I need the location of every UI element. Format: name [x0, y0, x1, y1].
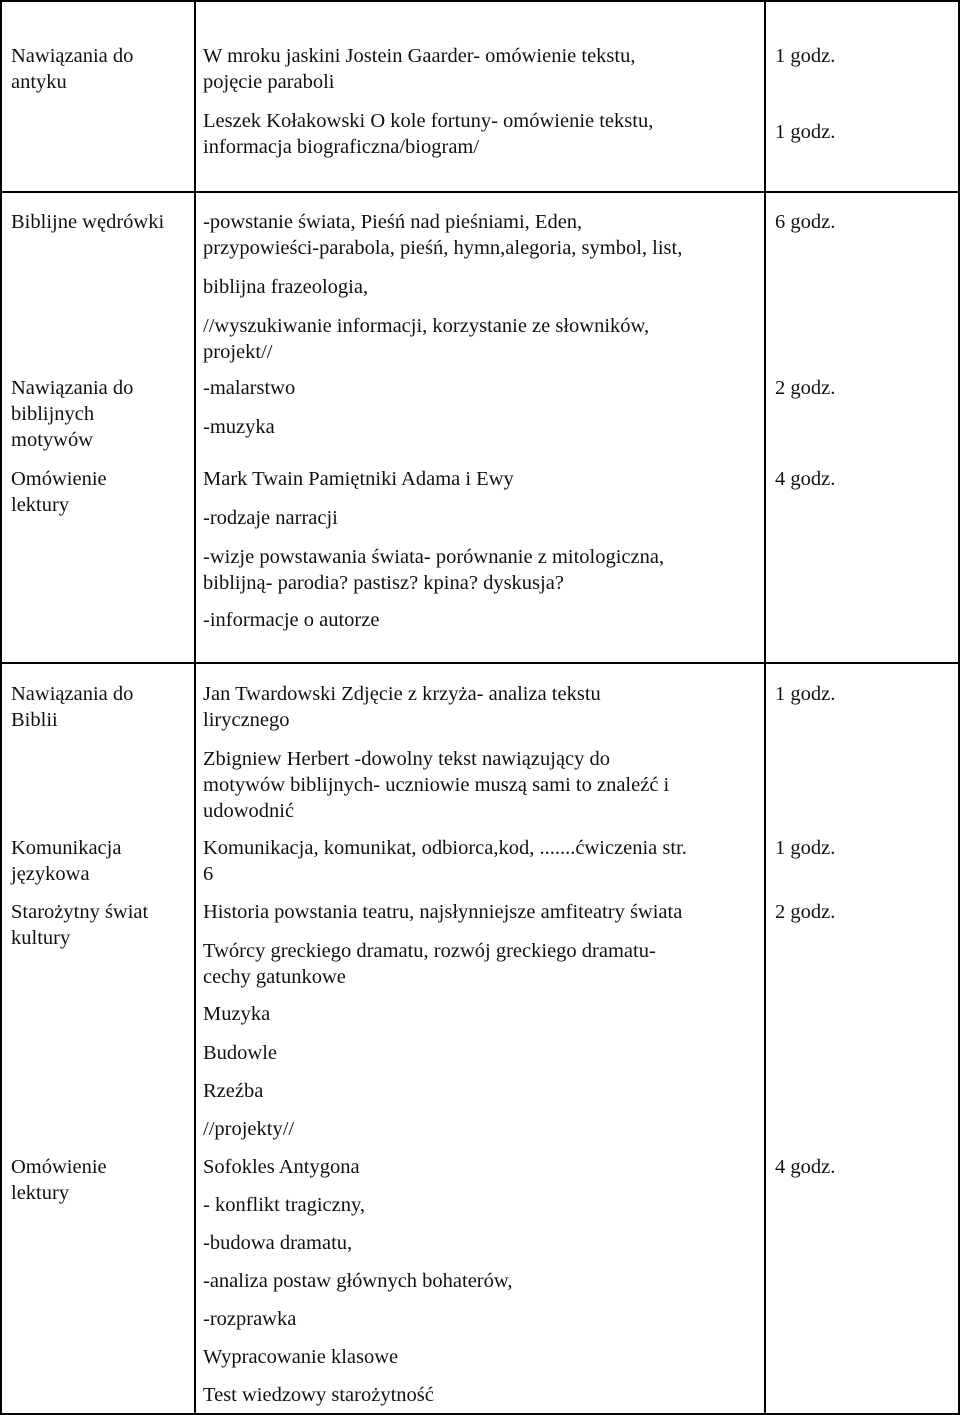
content-text: lirycznego: [203, 709, 290, 731]
content-text: udowodnić: [203, 800, 295, 822]
content-text: cechy gatunkowe: [203, 966, 346, 988]
content-text: Zbigniew Herbert -dowolny tekst nawiązujący do: [203, 748, 611, 770]
content-text: biblijną- parodia? pastisz? kpina? dyskusja?: [203, 572, 564, 594]
content-text: -muzyka: [203, 416, 275, 438]
hours-text: 2 godz.: [775, 377, 836, 399]
content-text: -rozprawka: [203, 1308, 297, 1330]
content-text: //wyszukiwanie informacji, korzystanie ze słowników,: [203, 315, 650, 337]
content-text: //projekty//: [203, 1118, 295, 1140]
topic-text: motywów: [11, 429, 93, 451]
hours-text: 6 godz.: [775, 211, 836, 233]
content-text: Mark Twain Pamiętniki Adama i Ewy: [203, 468, 514, 490]
content-text: pojęcie paraboli: [203, 71, 335, 93]
content-text: Budowle: [203, 1042, 278, 1064]
content-text: Sofokles Antygona: [203, 1156, 360, 1178]
content-text: przypowieści-parabola, pieśń, hymn,alegoria, symbol, list,: [203, 237, 683, 259]
topic-text: lektury: [11, 494, 70, 516]
topic-text: Biblii: [11, 709, 58, 731]
topic-text: Starożytny świat: [11, 901, 149, 923]
content-text: Jan Twardowski Zdjęcie z krzyża- analiza tekstu: [203, 683, 601, 705]
hours-text: 1 godz.: [775, 121, 836, 143]
content-text: -powstanie świata, Pieśń nad pieśniami, Eden,: [203, 211, 583, 233]
hours-text: 4 godz.: [775, 1156, 836, 1178]
topic-text: Biblijne wędrówki: [11, 211, 165, 233]
topic-text: Nawiązania do: [11, 683, 134, 705]
hours-text: 4 godz.: [775, 468, 836, 490]
content-text: Komunikacja, komunikat, odbiorca,kod, .......ćwiczenia str.: [203, 837, 687, 859]
hours-text: 1 godz.: [775, 45, 836, 67]
topic-text: Omówienie: [11, 468, 107, 490]
content-text: Rzeźba: [203, 1080, 264, 1102]
content-text: W mroku jaskini Jostein Gaarder- omówienie tekstu,: [203, 45, 636, 67]
topic-text: kultury: [11, 927, 71, 949]
topic-text: biblijnych: [11, 403, 95, 425]
content-text: Test wiedzowy starożytność: [203, 1384, 434, 1406]
content-text: informacja biograficzna/biogram/: [203, 136, 480, 158]
content-text: projekt//: [203, 341, 273, 363]
content-text: Historia powstania teatru, najsłynniejsze amfiteatry świata: [203, 901, 683, 923]
content-text: -rodzaje narracji: [203, 507, 338, 529]
content-text: 6: [203, 863, 214, 885]
topic-text: Komunikacja: [11, 837, 122, 859]
content-text: -budowa dramatu,: [203, 1232, 353, 1254]
content-text: Twórcy greckiego dramatu, rozwój greckiego dramatu-: [203, 940, 656, 962]
content-text: biblijna frazeologia,: [203, 276, 369, 298]
topic-text: Nawiązania do: [11, 45, 134, 67]
content-text: - konflikt tragiczny,: [203, 1194, 366, 1216]
hours-text: 1 godz.: [775, 837, 836, 859]
content-text: Wypracowanie klasowe: [203, 1346, 399, 1368]
hours-text: 1 godz.: [775, 683, 836, 705]
content-text: -wizje powstawania świata- porównanie z mitologiczna,: [203, 546, 665, 568]
hours-text: 2 godz.: [775, 901, 836, 923]
content-text: -informacje o autorze: [203, 609, 380, 631]
topic-text: antyku: [11, 71, 67, 93]
content-text: Muzyka: [203, 1003, 271, 1025]
topic-text: lektury: [11, 1182, 70, 1204]
content-text: motywów biblijnych- uczniowie muszą sami to znaleźć i: [203, 774, 670, 796]
topic-text: Nawiązania do: [11, 377, 134, 399]
content-text: -malarstwo: [203, 377, 296, 399]
topic-text: językowa: [11, 863, 90, 885]
topic-text: Omówienie: [11, 1156, 107, 1178]
content-text: -analiza postaw głównych bohaterów,: [203, 1270, 513, 1292]
content-text: Leszek Kołakowski O kole fortuny- omówienie tekstu,: [203, 110, 654, 132]
